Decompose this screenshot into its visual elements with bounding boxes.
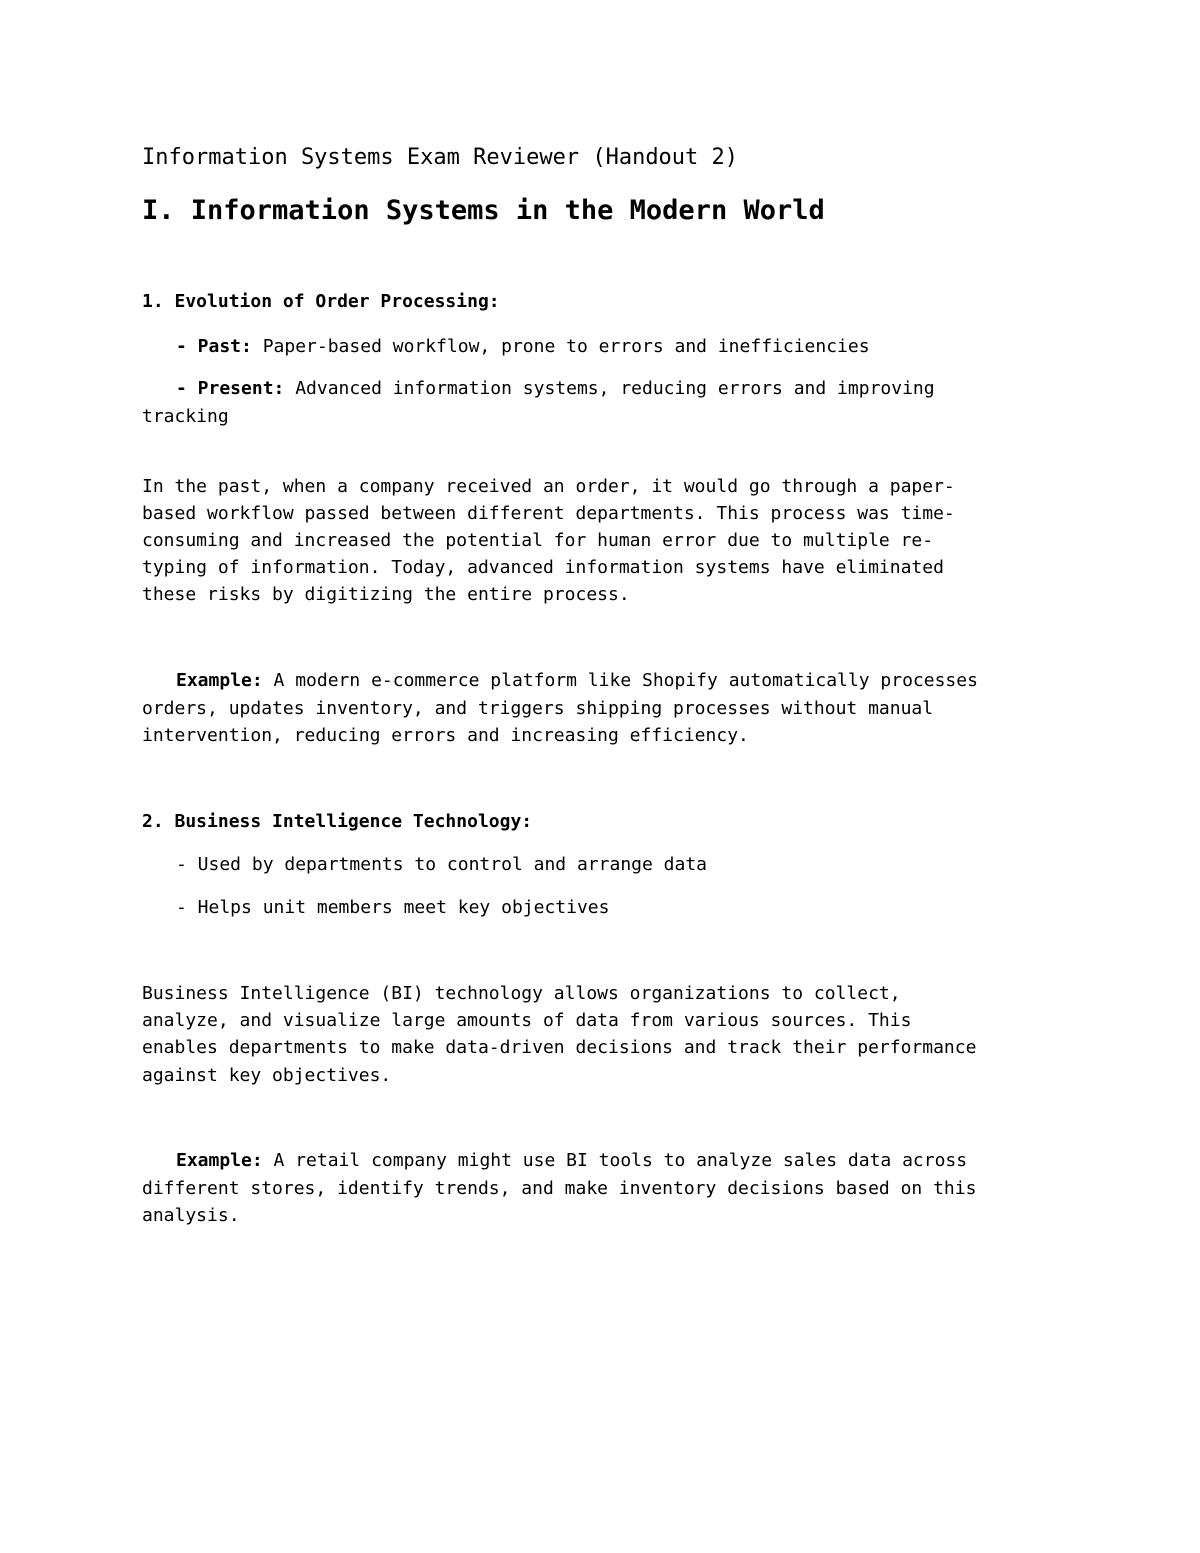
topic-1-bullet-past xyxy=(176,333,870,360)
past-text: Paper-based workflow, prone to errors and inefficiencies xyxy=(251,336,870,357)
topic-2-heading: 2. Business Intelligence Technology: xyxy=(142,811,533,832)
present-text: Advanced information systems, reducing errors and improving xyxy=(284,378,935,399)
present-label: - Present: xyxy=(176,378,285,399)
topic-2-paragraph-line: Business Intelligence (BI) technology allows organizations to collect, xyxy=(142,983,901,1004)
topic-2-paragraph-line: against key objectives. xyxy=(142,1065,392,1086)
topic-2-bullet: - Used by departments to control and arrange data xyxy=(176,854,708,875)
topic-1-bullet-present xyxy=(176,375,935,402)
topic-2-bullet: - Helps unit members meet key objectives xyxy=(176,897,610,918)
topic-1-paragraph-line: typing of information. Today, advanced information systems have eliminated xyxy=(142,557,944,578)
section-heading: I. Information Systems in the Modern World xyxy=(142,195,825,226)
topic-1-paragraph-line: consuming and increased the potential for human error due to multiple re- xyxy=(142,530,934,551)
past-label: - Past: xyxy=(176,336,252,357)
topic-2-example-line: different stores, identify trends, and make inventory decisions based on this xyxy=(142,1178,977,1199)
topic-1-paragraph-line: In the past, when a company received an order, it would go through a paper- xyxy=(142,476,955,497)
topic-2-paragraph-line: analyze, and visualize large amounts of data from various sources. This xyxy=(142,1010,912,1031)
topic-1-example-line: intervention, reducing errors and increasing efficiency. xyxy=(142,725,749,746)
topic-1-heading: 1. Evolution of Order Processing: xyxy=(142,291,500,312)
topic-1-example xyxy=(176,667,978,694)
topic-1-paragraph-line: based workflow passed between different departments. This process was time- xyxy=(142,503,955,524)
document-title: Information Systems Exam Reviewer (Handout 2) xyxy=(142,145,739,170)
topic-1-paragraph-line: these risks by digitizing the entire process. xyxy=(142,584,630,605)
example-text: A retail company might use BI tools to analyze sales data across xyxy=(262,1150,968,1171)
topic-2-example-line: analysis. xyxy=(142,1205,240,1226)
example-label: Example: xyxy=(176,670,263,691)
topic-2-example xyxy=(176,1147,967,1174)
present-text-continued: tracking xyxy=(142,406,229,427)
example-text: A modern e-commerce platform like Shopify automatically processes xyxy=(262,670,978,691)
example-label: Example: xyxy=(176,1150,263,1171)
topic-1-example-line: orders, updates inventory, and triggers shipping processes without manual xyxy=(142,698,934,719)
topic-2-paragraph-line: enables departments to make data-driven decisions and track their performance xyxy=(142,1037,977,1058)
